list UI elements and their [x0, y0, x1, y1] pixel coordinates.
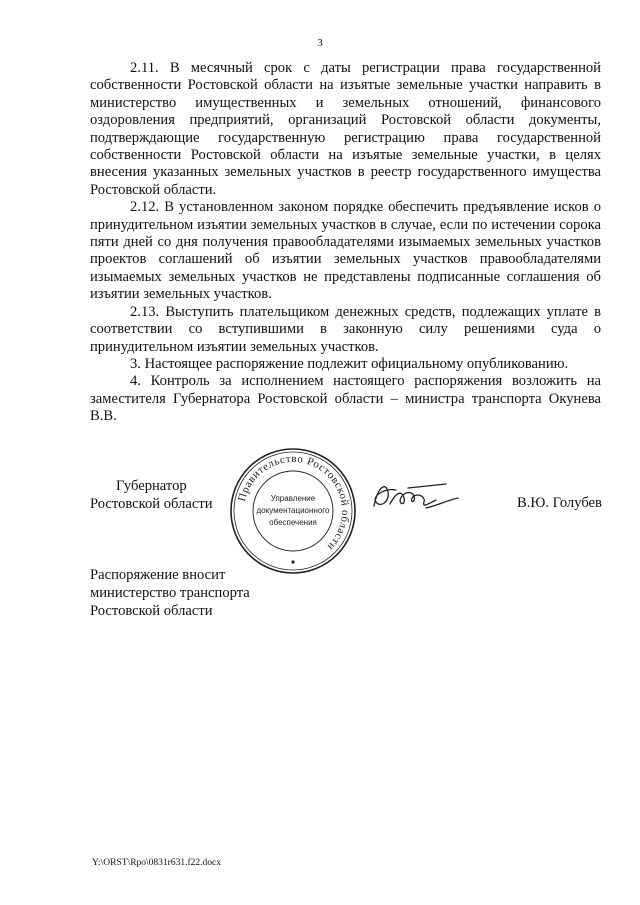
official-seal — [228, 446, 358, 576]
position-region: Ростовской области — [90, 496, 213, 512]
paragraph-3: 3. Настоящее распоряжение подлежит официальному опубликованию. — [130, 355, 569, 372]
paragraph-2-13: 2.13. Выступить плательщиком денежных средств, подлежащих уплате в соответствии со вступившими в законную силу решениями суда о принудительном изъятии земельных участков. — [90, 303, 601, 355]
introduced-line-1: Распоряжение вносит — [90, 567, 226, 583]
position-title: Губернатор — [116, 478, 187, 494]
document-body — [90, 60, 601, 426]
introduced-line-2: министерство транспорта — [90, 585, 250, 601]
paragraph-2-11: 2.11. В месячный срок с даты регистрации права государственной собственности Ростовской области на изъятые земельные участки направить в министерство имущественных и земельных отношений, финансового оздоровления предприятий, организаций Ростовской области документы, подтверждающие государственную регистрацию права государственной собственности Ростовской области на изъятые земельные участки, в целях внесения указанных земельных участков в реестр государственного имущества Ростовской области. — [90, 60, 601, 198]
paragraph-4: 4. Контроль за исполнением настоящего распоряжения возложить на заместителя Губернатора Ростовской области – министра транспорта Окунева В.В. — [90, 373, 601, 425]
paragraph-2-12: 2.12. В установленном законом порядке обеспечить предъявление исков о принудительном изъятии земельных участков в случае, если по истечении сорока пяти дней со дня получения правообладателями изымаемых земельных участков проектов соглашений об изъятии земельных участков правообладателями изымаемых земельных участков не представлены подписанные соглашения об изъятии земельных участков. — [90, 199, 601, 303]
signatory-position — [90, 477, 213, 513]
seal-ring-text: Правительство Ростовской области — [236, 452, 352, 553]
page-number: 3 — [317, 37, 323, 49]
seal-star-icon — [291, 560, 294, 563]
introduced-by — [90, 566, 250, 620]
seal-center-line-3: обеспечения — [269, 518, 317, 527]
seal-center-line-2: документационного — [256, 506, 330, 515]
seal-center-line-1: Управление — [270, 494, 316, 503]
signatory-name: В.Ю. Голубев — [517, 495, 602, 511]
introduced-line-3: Ростовской области — [90, 603, 213, 619]
handwritten-signature — [366, 478, 466, 514]
footer-file-path: Y:\ORST\Rpo\0831r631.f22.docx — [92, 858, 221, 868]
